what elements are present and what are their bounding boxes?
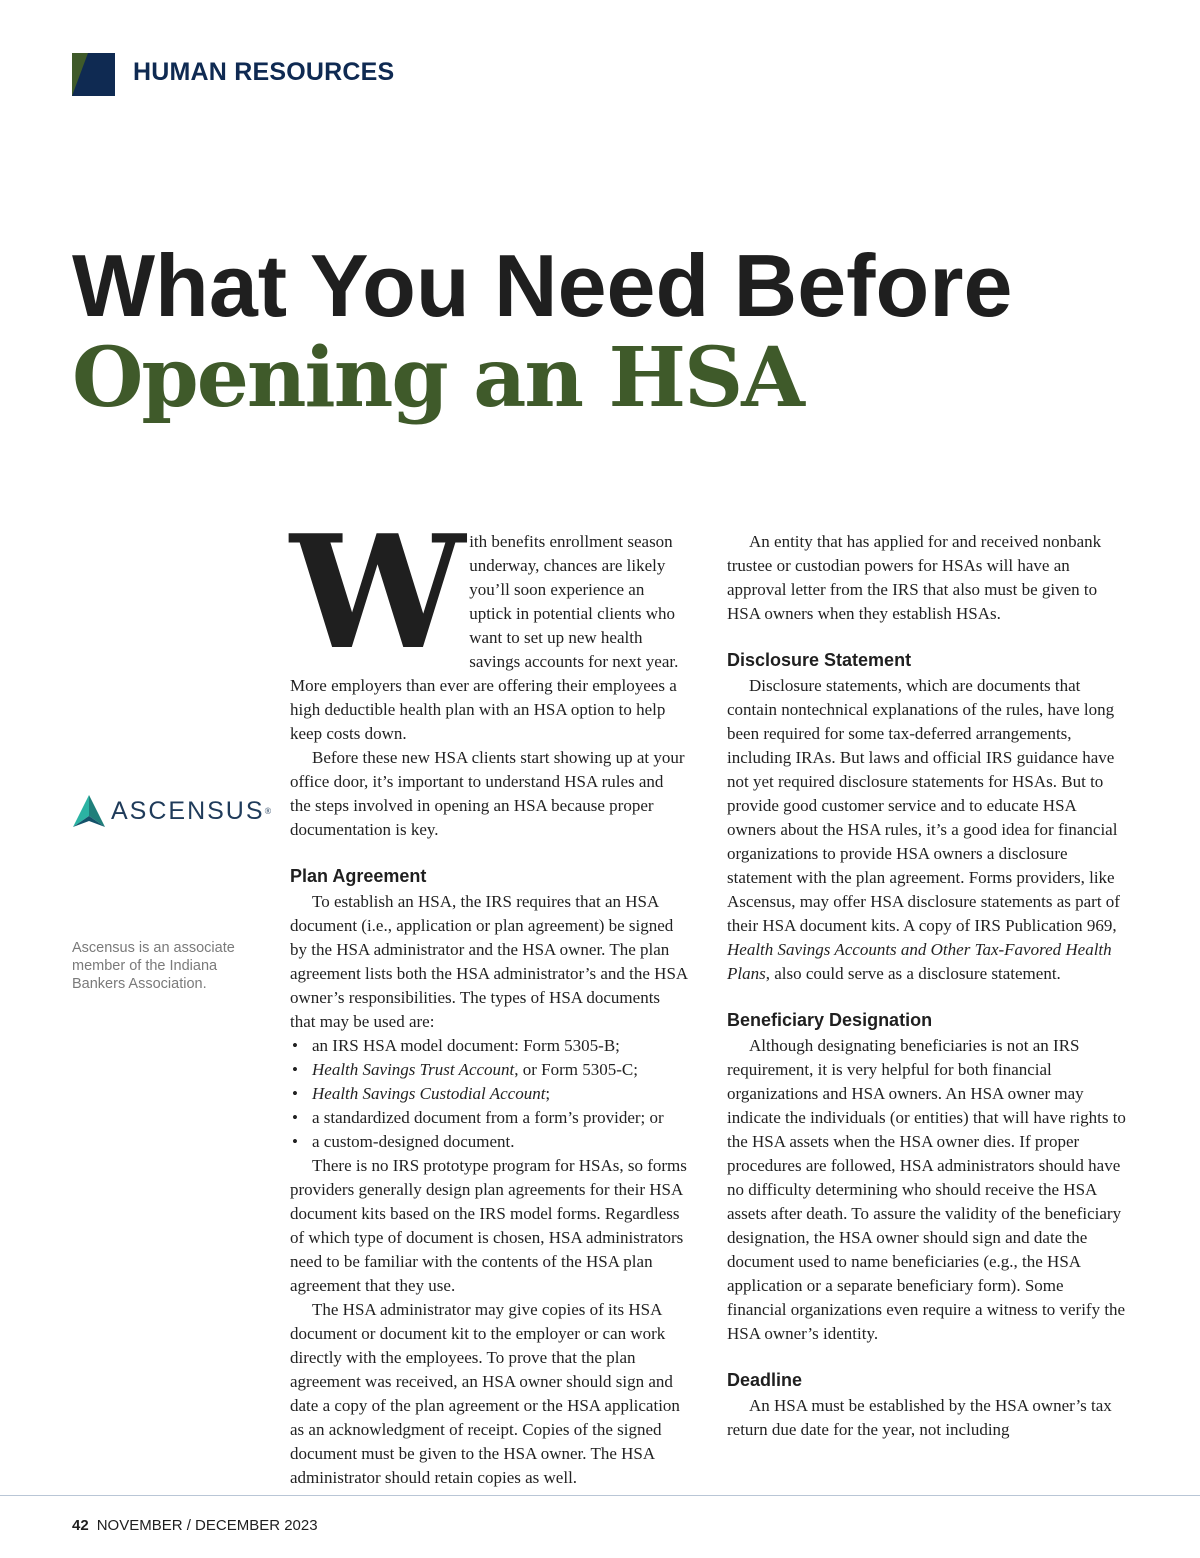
article-title — [72, 236, 1013, 426]
footer-divider — [0, 1495, 1200, 1496]
article-column-1 — [290, 501, 688, 1490]
logo-wordmark: ASCENSUS — [111, 796, 265, 825]
list-item: • Health Savings Trust Account, or Form 5305-C; — [290, 1058, 688, 1082]
list-item: • a custom-designed document. — [290, 1130, 688, 1154]
section-label: HUMAN RESOURCES — [133, 58, 395, 86]
title-line-2: Opening an HSA — [72, 330, 803, 426]
sidebar-caption: Ascensus is an associate member of the Indiana Bankers Association. — [72, 940, 235, 992]
logo-registered-mark: ® — [264, 806, 272, 816]
drop-cap: W — [290, 501, 460, 684]
intro-paragraph-2: Before these new HSA clients start showing up at your office door, it’s important to understand HSA rules and the steps involved in opening an HSA because proper documentation is key. — [290, 748, 685, 839]
issue-date: NOVEMBER / DECEMBER 2023 — [96, 1517, 318, 1534]
beneficiary-paragraph: Although designating beneficiaries is not an IRS requirement, it is very helpful for both financial organizations and HSA owners. An HSA owner may indicate the individuals (or entities) that will have rights to the HSA assets when the HSA owner dies. If proper procedures are followed, HSA administrators should have no difficulty determining who should receive the HSA assets after death. To assure the validity of the beneficiary designation, the HSA owner should sign and date the document used to name beneficiaries (e.g., the HSA application or a separate beneficiary form). Some financial organizations even require a witness to verify the HSA owner’s identity. — [727, 1036, 1126, 1343]
intro-paragraph-1: ith benefits enrollment season underway, chances are likely you’ll soon experience an uptick in potential clients who want to set up new health savings accounts for next year. More employers than ever are offering their employees a high deductible health plan with an HSA option to help keep costs down. — [290, 532, 679, 743]
plan-paragraph-1: To establish an HSA, the IRS requires that an HSA document (i.e., application or plan agreement) be signed by the HSA administrator and the HSA owner. The plan agreement lists both the HSA administrator’s and the HSA owner’s responsibilities. The types of HSA documents that may be used are: — [290, 892, 688, 1031]
disclosure-paragraph: Disclosure statements, which are documents that contain nontechnical explanations of the rules, have long been required for some tax-deferred arrangements, including IRAs. But laws and official IRS guidance have not yet required disclosure statements for HSAs. But to provide good customer service and to educate HSA owners about the HSA rules, it’s a good idea for financial organizations to provide HSA owners a disclosure statement with the plan agreement. Forms providers, like Ascensus, may offer HSA disclosure statements as part of their HSA document kits. A copy of IRS Publication 969, Health Savings Accounts and Other Tax-Favored Health Plans, also could serve as a disclosure statement. — [727, 676, 1120, 983]
document-types-list — [290, 1034, 688, 1154]
page-number: 42 — [72, 1517, 89, 1534]
list-item: • an IRS HSA model document: Form 5305-B; — [290, 1034, 688, 1058]
list-item: • Health Savings Custodial Account; — [290, 1082, 688, 1106]
page-footer — [72, 1517, 318, 1534]
deadline-paragraph: An HSA must be established by the HSA owner’s tax return due date for the year, not including — [727, 1396, 1112, 1439]
list-item: • a standardized document from a form’s provider; or — [290, 1106, 688, 1130]
article-column-2 — [727, 530, 1127, 1442]
ascensus-logo — [72, 794, 271, 828]
heading-disclosure-statement: Disclosure Statement — [727, 650, 912, 670]
ascensus-logo-icon — [72, 794, 106, 828]
heading-plan-agreement: Plan Agreement — [290, 866, 427, 886]
nonbank-paragraph: An entity that has applied for and received nonbank trustee or custodian powers for HSAs will have an approval letter from the IRS that also must be given to HSA owners when they establish HSAs. — [727, 532, 1102, 623]
title-line-1: What You Need Before — [72, 236, 1013, 335]
section-marker-icon — [72, 53, 115, 96]
plan-paragraph-2: There is no IRS prototype program for HSAs, so forms providers generally design plan agreements for their HSA document kits based on the IRS model forms. Regardless of which type of document is chosen, HSA administrators need to be familiar with the contents of the HSA plan agreement that they use. — [290, 1156, 687, 1295]
heading-beneficiary-designation: Beneficiary Designation — [727, 1010, 933, 1030]
heading-deadline: Deadline — [727, 1370, 803, 1390]
plan-paragraph-3: The HSA administrator may give copies of its HSA document or document kit to the employer or can work directly with the employees. To prove that the plan agreement was received, an HSA owner should sign and date a copy of the plan agreement or the HSA application as an acknowledgment of receipt. Copies of the signed document must be given to the HSA owner. The HSA administrator should retain copies as well. — [290, 1300, 680, 1487]
